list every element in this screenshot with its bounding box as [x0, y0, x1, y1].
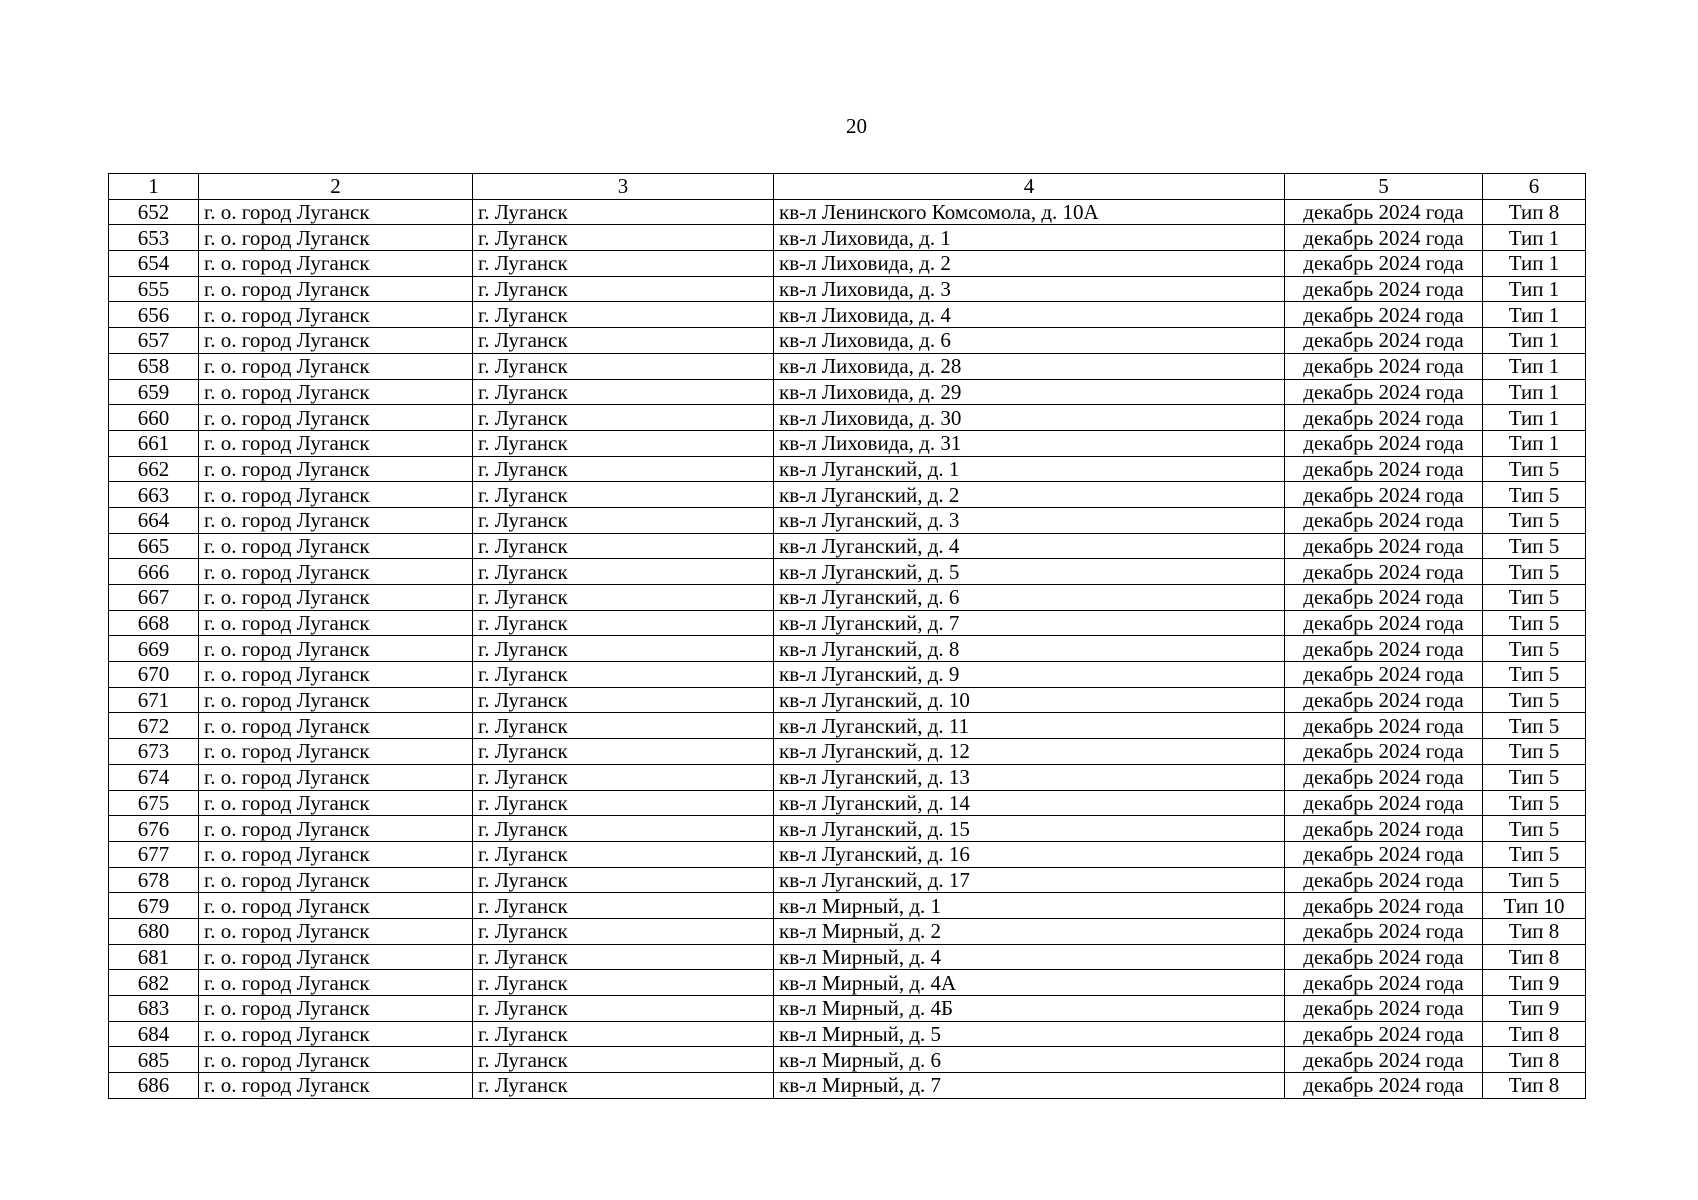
table-row	[109, 1021, 1586, 1047]
address-cell: кв-л Ленинского Комсомола, д. 10А	[774, 199, 1285, 225]
deadline-cell: декабрь 2024 года	[1285, 430, 1483, 456]
type-cell: Тип 1	[1483, 353, 1586, 379]
table-row	[109, 225, 1586, 251]
row-number-cell: 656	[109, 302, 199, 328]
type-cell: Тип 5	[1483, 867, 1586, 893]
address-cell: кв-л Луганский, д. 10	[774, 687, 1285, 713]
row-number-cell: 655	[109, 276, 199, 302]
table-row	[109, 405, 1586, 431]
address-cell: кв-л Лиховида, д. 29	[774, 379, 1285, 405]
type-cell: Тип 5	[1483, 585, 1586, 611]
row-number-cell: 684	[109, 1021, 199, 1047]
settlement-cell: г. Луганск	[473, 1021, 774, 1047]
type-cell: Тип 8	[1483, 1047, 1586, 1073]
settlement-cell: г. Луганск	[473, 918, 774, 944]
municipality-cell: г. о. город Луганск	[199, 944, 473, 970]
table-row	[109, 1047, 1586, 1073]
address-cell: кв-л Мирный, д. 4Б	[774, 996, 1285, 1022]
type-cell: Тип 5	[1483, 841, 1586, 867]
table-row	[109, 739, 1586, 765]
settlement-cell: г. Луганск	[473, 867, 774, 893]
deadline-cell: декабрь 2024 года	[1285, 1073, 1483, 1099]
address-cell: кв-л Лиховида, д. 28	[774, 353, 1285, 379]
settlement-cell: г. Луганск	[473, 1073, 774, 1099]
table-row	[109, 970, 1586, 996]
settlement-cell: г. Луганск	[473, 662, 774, 688]
municipality-cell: г. о. город Луганск	[199, 636, 473, 662]
row-number-cell: 659	[109, 379, 199, 405]
row-number-cell: 679	[109, 893, 199, 919]
settlement-cell: г. Луганск	[473, 482, 774, 508]
row-number-cell: 669	[109, 636, 199, 662]
type-cell: Тип 1	[1483, 405, 1586, 431]
type-cell: Тип 5	[1483, 764, 1586, 790]
municipality-cell: г. о. город Луганск	[199, 225, 473, 251]
row-number-cell: 661	[109, 430, 199, 456]
table-row	[109, 867, 1586, 893]
municipality-cell: г. о. город Луганск	[199, 353, 473, 379]
type-cell: Тип 1	[1483, 251, 1586, 277]
address-cell: кв-л Луганский, д. 8	[774, 636, 1285, 662]
municipality-cell: г. о. город Луганск	[199, 841, 473, 867]
row-number-cell: 672	[109, 713, 199, 739]
municipality-cell: г. о. город Луганск	[199, 816, 473, 842]
address-cell: кв-л Луганский, д. 14	[774, 790, 1285, 816]
data-table	[108, 173, 1586, 1099]
type-cell: Тип 1	[1483, 430, 1586, 456]
municipality-cell: г. о. город Луганск	[199, 559, 473, 585]
row-number-cell: 662	[109, 456, 199, 482]
address-cell: кв-л Мирный, д. 4	[774, 944, 1285, 970]
deadline-cell: декабрь 2024 года	[1285, 841, 1483, 867]
type-cell: Тип 1	[1483, 328, 1586, 354]
table-row	[109, 636, 1586, 662]
row-number-cell: 654	[109, 251, 199, 277]
type-cell: Тип 1	[1483, 302, 1586, 328]
table-row	[109, 507, 1586, 533]
table-row	[109, 944, 1586, 970]
deadline-cell: декабрь 2024 года	[1285, 790, 1483, 816]
table-row	[109, 1073, 1586, 1099]
table-row	[109, 302, 1586, 328]
row-number-cell: 686	[109, 1073, 199, 1099]
table-row	[109, 790, 1586, 816]
table-row	[109, 816, 1586, 842]
address-cell: кв-л Лиховида, д. 1	[774, 225, 1285, 251]
deadline-cell: декабрь 2024 года	[1285, 713, 1483, 739]
deadline-cell: декабрь 2024 года	[1285, 405, 1483, 431]
address-cell: кв-л Луганский, д. 4	[774, 533, 1285, 559]
municipality-cell: г. о. город Луганск	[199, 610, 473, 636]
settlement-cell: г. Луганск	[473, 739, 774, 765]
address-cell: кв-л Луганский, д. 6	[774, 585, 1285, 611]
deadline-cell: декабрь 2024 года	[1285, 585, 1483, 611]
settlement-cell: г. Луганск	[473, 970, 774, 996]
page-number: 20	[846, 114, 867, 138]
municipality-cell: г. о. город Луганск	[199, 405, 473, 431]
address-cell: кв-л Луганский, д. 3	[774, 507, 1285, 533]
deadline-cell: декабрь 2024 года	[1285, 996, 1483, 1022]
deadline-cell: декабрь 2024 года	[1285, 379, 1483, 405]
settlement-cell: г. Луганск	[473, 328, 774, 354]
row-number-cell: 665	[109, 533, 199, 559]
settlement-cell: г. Луганск	[473, 790, 774, 816]
municipality-cell: г. о. город Луганск	[199, 585, 473, 611]
address-cell: кв-л Луганский, д. 7	[774, 610, 1285, 636]
deadline-cell: декабрь 2024 года	[1285, 970, 1483, 996]
settlement-cell: г. Луганск	[473, 944, 774, 970]
settlement-cell: г. Луганск	[473, 893, 774, 919]
table-row	[109, 893, 1586, 919]
row-number-cell: 681	[109, 944, 199, 970]
address-cell: кв-л Луганский, д. 2	[774, 482, 1285, 508]
type-cell: Тип 5	[1483, 636, 1586, 662]
address-cell: кв-л Луганский, д. 5	[774, 559, 1285, 585]
table-row	[109, 585, 1586, 611]
type-cell: Тип 8	[1483, 1073, 1586, 1099]
deadline-cell: декабрь 2024 года	[1285, 533, 1483, 559]
address-cell: кв-л Лиховида, д. 6	[774, 328, 1285, 354]
row-number-cell: 682	[109, 970, 199, 996]
deadline-cell: декабрь 2024 года	[1285, 199, 1483, 225]
table-row	[109, 482, 1586, 508]
table-row	[109, 713, 1586, 739]
type-cell: Тип 1	[1483, 276, 1586, 302]
type-cell: Тип 8	[1483, 944, 1586, 970]
type-cell: Тип 1	[1483, 379, 1586, 405]
deadline-cell: декабрь 2024 года	[1285, 1021, 1483, 1047]
address-cell: кв-л Лиховида, д. 2	[774, 251, 1285, 277]
row-number-cell: 676	[109, 816, 199, 842]
municipality-cell: г. о. город Луганск	[199, 1021, 473, 1047]
row-number-cell: 657	[109, 328, 199, 354]
settlement-cell: г. Луганск	[473, 456, 774, 482]
type-cell: Тип 10	[1483, 893, 1586, 919]
settlement-cell: г. Луганск	[473, 996, 774, 1022]
address-cell: кв-л Мирный, д. 5	[774, 1021, 1285, 1047]
row-number-cell: 677	[109, 841, 199, 867]
deadline-cell: декабрь 2024 года	[1285, 507, 1483, 533]
type-cell: Тип 5	[1483, 559, 1586, 585]
settlement-cell: г. Луганск	[473, 379, 774, 405]
settlement-cell: г. Луганск	[473, 764, 774, 790]
municipality-cell: г. о. город Луганск	[199, 507, 473, 533]
table-row	[109, 996, 1586, 1022]
municipality-cell: г. о. город Луганск	[199, 482, 473, 508]
table-row	[109, 430, 1586, 456]
settlement-cell: г. Луганск	[473, 713, 774, 739]
type-cell: Тип 8	[1483, 1021, 1586, 1047]
deadline-cell: декабрь 2024 года	[1285, 225, 1483, 251]
municipality-cell: г. о. город Луганск	[199, 533, 473, 559]
row-number-cell: 670	[109, 662, 199, 688]
settlement-cell: г. Луганск	[473, 841, 774, 867]
row-number-cell: 674	[109, 764, 199, 790]
column-header-2: 2	[199, 174, 473, 200]
municipality-cell: г. о. город Луганск	[199, 996, 473, 1022]
type-cell: Тип 9	[1483, 970, 1586, 996]
municipality-cell: г. о. город Луганск	[199, 662, 473, 688]
municipality-cell: г. о. город Луганск	[199, 918, 473, 944]
settlement-cell: г. Луганск	[473, 559, 774, 585]
table-row	[109, 353, 1586, 379]
type-cell: Тип 1	[1483, 225, 1586, 251]
municipality-cell: г. о. город Луганск	[199, 379, 473, 405]
type-cell: Тип 9	[1483, 996, 1586, 1022]
deadline-cell: декабрь 2024 года	[1285, 636, 1483, 662]
column-header-1: 1	[109, 174, 199, 200]
settlement-cell: г. Луганск	[473, 687, 774, 713]
settlement-cell: г. Луганск	[473, 430, 774, 456]
deadline-cell: декабрь 2024 года	[1285, 302, 1483, 328]
table-row	[109, 328, 1586, 354]
municipality-cell: г. о. город Луганск	[199, 302, 473, 328]
settlement-cell: г. Луганск	[473, 585, 774, 611]
table-row	[109, 687, 1586, 713]
row-number-cell: 664	[109, 507, 199, 533]
municipality-cell: г. о. город Луганск	[199, 456, 473, 482]
deadline-cell: декабрь 2024 года	[1285, 944, 1483, 970]
row-number-cell: 668	[109, 610, 199, 636]
address-cell: кв-л Луганский, д. 17	[774, 867, 1285, 893]
row-number-cell: 653	[109, 225, 199, 251]
deadline-cell: декабрь 2024 года	[1285, 276, 1483, 302]
address-cell: кв-л Луганский, д. 12	[774, 739, 1285, 765]
deadline-cell: декабрь 2024 года	[1285, 328, 1483, 354]
address-cell: кв-л Луганский, д. 1	[774, 456, 1285, 482]
type-cell: Тип 5	[1483, 507, 1586, 533]
deadline-cell: декабрь 2024 года	[1285, 456, 1483, 482]
table-body	[109, 174, 1586, 1099]
table-row	[109, 251, 1586, 277]
column-header-3: 3	[473, 174, 774, 200]
table-row	[109, 276, 1586, 302]
deadline-cell: декабрь 2024 года	[1285, 764, 1483, 790]
row-number-cell: 685	[109, 1047, 199, 1073]
municipality-cell: г. о. город Луганск	[199, 893, 473, 919]
deadline-cell: декабрь 2024 года	[1285, 559, 1483, 585]
address-cell: кв-л Лиховида, д. 3	[774, 276, 1285, 302]
table-row	[109, 456, 1586, 482]
deadline-cell: декабрь 2024 года	[1285, 662, 1483, 688]
row-number-cell: 667	[109, 585, 199, 611]
municipality-cell: г. о. город Луганск	[199, 430, 473, 456]
deadline-cell: декабрь 2024 года	[1285, 610, 1483, 636]
municipality-cell: г. о. город Луганск	[199, 713, 473, 739]
deadline-cell: декабрь 2024 года	[1285, 251, 1483, 277]
settlement-cell: г. Луганск	[473, 405, 774, 431]
deadline-cell: декабрь 2024 года	[1285, 867, 1483, 893]
municipality-cell: г. о. город Луганск	[199, 276, 473, 302]
type-cell: Тип 8	[1483, 918, 1586, 944]
type-cell: Тип 8	[1483, 199, 1586, 225]
address-cell: кв-л Лиховида, д. 30	[774, 405, 1285, 431]
row-number-cell: 671	[109, 687, 199, 713]
municipality-cell: г. о. город Луганск	[199, 764, 473, 790]
settlement-cell: г. Луганск	[473, 816, 774, 842]
row-number-cell: 663	[109, 482, 199, 508]
municipality-cell: г. о. город Луганск	[199, 867, 473, 893]
deadline-cell: декабрь 2024 года	[1285, 687, 1483, 713]
settlement-cell: г. Луганск	[473, 1047, 774, 1073]
municipality-cell: г. о. город Луганск	[199, 739, 473, 765]
table-row	[109, 918, 1586, 944]
row-number-cell: 680	[109, 918, 199, 944]
table-row	[109, 379, 1586, 405]
type-cell: Тип 5	[1483, 533, 1586, 559]
column-header-5: 5	[1285, 174, 1483, 200]
address-cell: кв-л Лиховида, д. 31	[774, 430, 1285, 456]
municipality-cell: г. о. город Луганск	[199, 687, 473, 713]
type-cell: Тип 5	[1483, 790, 1586, 816]
address-cell: кв-л Луганский, д. 11	[774, 713, 1285, 739]
deadline-cell: декабрь 2024 года	[1285, 1047, 1483, 1073]
municipality-cell: г. о. город Луганск	[199, 790, 473, 816]
type-cell: Тип 5	[1483, 713, 1586, 739]
settlement-cell: г. Луганск	[473, 199, 774, 225]
table-row	[109, 559, 1586, 585]
row-number-cell: 683	[109, 996, 199, 1022]
address-cell: кв-л Луганский, д. 9	[774, 662, 1285, 688]
type-cell: Тип 5	[1483, 482, 1586, 508]
column-header-6: 6	[1483, 174, 1586, 200]
row-number-cell: 678	[109, 867, 199, 893]
deadline-cell: декабрь 2024 года	[1285, 816, 1483, 842]
deadline-cell: декабрь 2024 года	[1285, 918, 1483, 944]
address-cell: кв-л Мирный, д. 1	[774, 893, 1285, 919]
row-number-cell: 666	[109, 559, 199, 585]
settlement-cell: г. Луганск	[473, 533, 774, 559]
address-cell: кв-л Луганский, д. 16	[774, 841, 1285, 867]
table-row	[109, 199, 1586, 225]
municipality-cell: г. о. город Луганск	[199, 970, 473, 996]
table-row	[109, 533, 1586, 559]
deadline-cell: декабрь 2024 года	[1285, 353, 1483, 379]
type-cell: Тип 5	[1483, 739, 1586, 765]
settlement-cell: г. Луганск	[473, 507, 774, 533]
table-row	[109, 764, 1586, 790]
settlement-cell: г. Луганск	[473, 276, 774, 302]
type-cell: Тип 5	[1483, 610, 1586, 636]
type-cell: Тип 5	[1483, 687, 1586, 713]
row-number-cell: 652	[109, 199, 199, 225]
address-cell: кв-л Мирный, д. 2	[774, 918, 1285, 944]
address-cell: кв-л Мирный, д. 6	[774, 1047, 1285, 1073]
deadline-cell: декабрь 2024 года	[1285, 482, 1483, 508]
address-cell: кв-л Мирный, д. 4А	[774, 970, 1285, 996]
address-cell: кв-л Мирный, д. 7	[774, 1073, 1285, 1099]
type-cell: Тип 5	[1483, 816, 1586, 842]
municipality-cell: г. о. город Луганск	[199, 328, 473, 354]
settlement-cell: г. Луганск	[473, 251, 774, 277]
table-header-row	[109, 174, 1586, 200]
municipality-cell: г. о. город Луганск	[199, 199, 473, 225]
table-row	[109, 841, 1586, 867]
type-cell: Тип 5	[1483, 456, 1586, 482]
row-number-cell: 660	[109, 405, 199, 431]
municipality-cell: г. о. город Луганск	[199, 1047, 473, 1073]
municipality-cell: г. о. город Луганск	[199, 1073, 473, 1099]
row-number-cell: 658	[109, 353, 199, 379]
deadline-cell: декабрь 2024 года	[1285, 893, 1483, 919]
type-cell: Тип 5	[1483, 662, 1586, 688]
deadline-cell: декабрь 2024 года	[1285, 739, 1483, 765]
column-header-4: 4	[774, 174, 1285, 200]
address-cell: кв-л Луганский, д. 13	[774, 764, 1285, 790]
row-number-cell: 675	[109, 790, 199, 816]
settlement-cell: г. Луганск	[473, 225, 774, 251]
settlement-cell: г. Луганск	[473, 353, 774, 379]
address-cell: кв-л Луганский, д. 15	[774, 816, 1285, 842]
row-number-cell: 673	[109, 739, 199, 765]
address-cell: кв-л Лиховида, д. 4	[774, 302, 1285, 328]
table-row	[109, 662, 1586, 688]
table-row	[109, 610, 1586, 636]
municipality-cell: г. о. город Луганск	[199, 251, 473, 277]
settlement-cell: г. Луганск	[473, 610, 774, 636]
settlement-cell: г. Луганск	[473, 302, 774, 328]
settlement-cell: г. Луганск	[473, 636, 774, 662]
